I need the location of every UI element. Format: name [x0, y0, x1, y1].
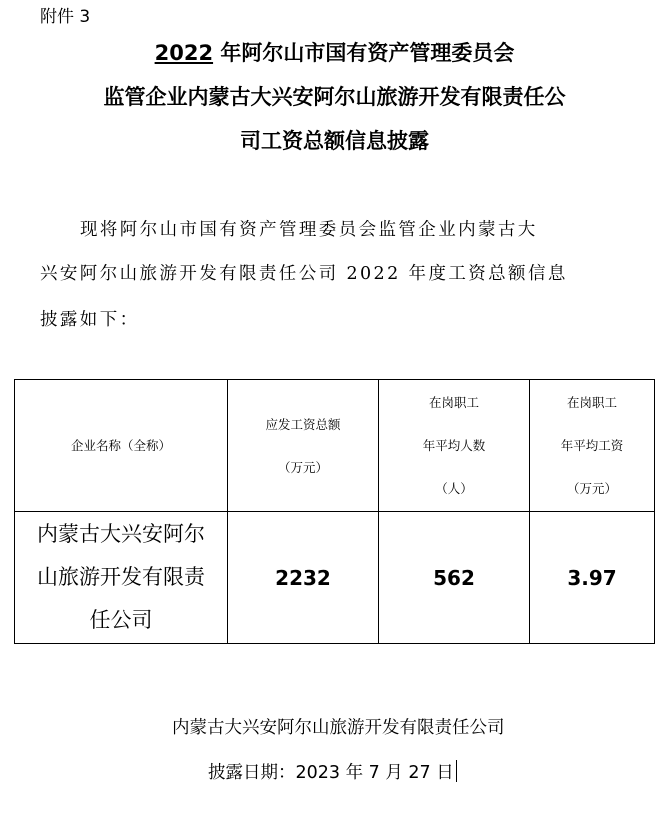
wage-disclosure-table: [14, 379, 655, 644]
title-line-1-text: 年阿尔山市国有资产管理委员会: [213, 41, 515, 65]
company-name-line-3: 任公司: [89, 608, 153, 632]
header-avg-wage-line-2: 年平均工资: [560, 438, 624, 453]
attachment-label: 附件 3: [40, 7, 91, 27]
title-year: 2022: [154, 41, 214, 65]
header-wage-total-line-2: （万元）: [277, 459, 328, 475]
header-company-name-text: 企业名称（全称）: [70, 438, 171, 453]
header-avg-staff-line-1: 在岗职工: [428, 395, 479, 410]
header-wage-total: [228, 380, 379, 512]
cell-wage-total: 2232: [228, 512, 379, 644]
document-title-line-2: 监管企业内蒙古大兴安阿尔山旅游开发有限责任公: [103, 85, 566, 109]
document-title-line-1: [0, 40, 669, 66]
cell-avg-staff: 562: [379, 512, 530, 644]
company-name-line-2: 山旅游开发有限责: [37, 565, 205, 589]
cell-company-name: [15, 512, 228, 644]
intro-line-1: 现将阿尔山市国有资产管理委员会监管企业内蒙古大: [80, 220, 538, 240]
header-wage-total-line-1: 应发工资总额: [265, 416, 341, 432]
table-header-row: [15, 380, 655, 512]
header-company-name: [15, 380, 228, 512]
text-cursor: [456, 760, 457, 782]
intro-line-2: 兴安阿尔山旅游开发有限责任公司 2022 年度工资总额信息: [40, 264, 568, 284]
cell-avg-wage: 3.97: [530, 512, 655, 644]
signature-company: 内蒙古大兴安阿尔山旅游开发有限责任公司: [172, 718, 505, 738]
signature-date-line: [208, 759, 457, 784]
document-title-line-3: 司工资总额信息披露: [240, 129, 429, 153]
intro-line-3: 披露如下：: [40, 310, 140, 330]
header-avg-staff-line-2: 年平均人数: [422, 438, 486, 453]
header-avg-staff: [379, 380, 530, 512]
table-row: [15, 512, 655, 644]
header-avg-wage-line-1: 在岗职工: [566, 395, 617, 410]
header-avg-staff-line-3: （人）: [435, 481, 473, 496]
header-avg-wage: [530, 380, 655, 512]
header-avg-wage-line-3: （万元）: [566, 481, 617, 496]
disclosure-date: 披露日期：2023 年 7 月 27 日: [208, 763, 454, 783]
company-name-line-1: 内蒙古大兴安阿尔: [37, 522, 205, 546]
